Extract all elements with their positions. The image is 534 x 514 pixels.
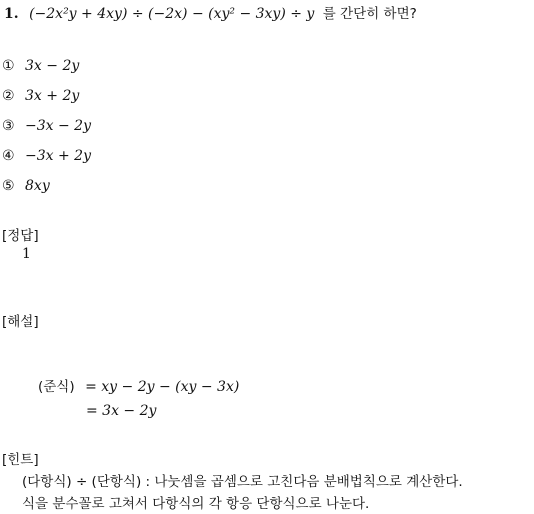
choice-text: 3x − 2y — [25, 58, 80, 74]
choice-text: −3x + 2y — [25, 148, 91, 164]
choice-number: ③ — [2, 118, 15, 134]
choice-1[interactable] — [2, 58, 79, 74]
choice-number: ① — [2, 58, 15, 74]
answer-label: [정답] — [2, 228, 39, 244]
question-prompt: 를 간단히 하면? — [322, 6, 417, 22]
hint-label: [힌트] — [2, 452, 39, 468]
explanation-line-2 — [86, 403, 156, 419]
choice-number: ④ — [2, 148, 15, 164]
explanation-label: [해설] — [2, 314, 39, 330]
choice-number: ② — [2, 88, 15, 104]
question-expression: (−2x²y + 4xy) ÷ (−2x) − (xy² − 3xy) ÷ y — [29, 6, 315, 22]
question-number: 1. — [4, 6, 19, 22]
choice-text: 3x + 2y — [25, 88, 80, 104]
answer-value: 1 — [22, 246, 31, 262]
explanation-lhs: (준식) — [38, 379, 75, 395]
question-row — [4, 2, 417, 22]
choice-3[interactable] — [2, 118, 91, 134]
explanation-rhs: = 3x − 2y — [86, 403, 157, 419]
choice-text: −3x − 2y — [25, 118, 91, 134]
explanation-rhs: = xy − 2y − (xy − 3x) — [85, 379, 240, 395]
choice-2[interactable] — [2, 88, 79, 104]
choice-5[interactable] — [2, 178, 50, 194]
hint-line-2: 식을 분수꼴로 고쳐서 다항식의 각 항응 단항식으로 나눈다. — [22, 496, 370, 512]
choice-text: 8xy — [25, 178, 50, 194]
choice-4[interactable] — [2, 148, 91, 164]
hint-line-1: (다항식) ÷ (단항식) : 나눗셈을 곱셈으로 고친다음 분배법칙으로 계산한다. — [22, 474, 463, 490]
explanation-line-1 — [38, 375, 239, 395]
choice-number: ⑤ — [2, 178, 15, 194]
